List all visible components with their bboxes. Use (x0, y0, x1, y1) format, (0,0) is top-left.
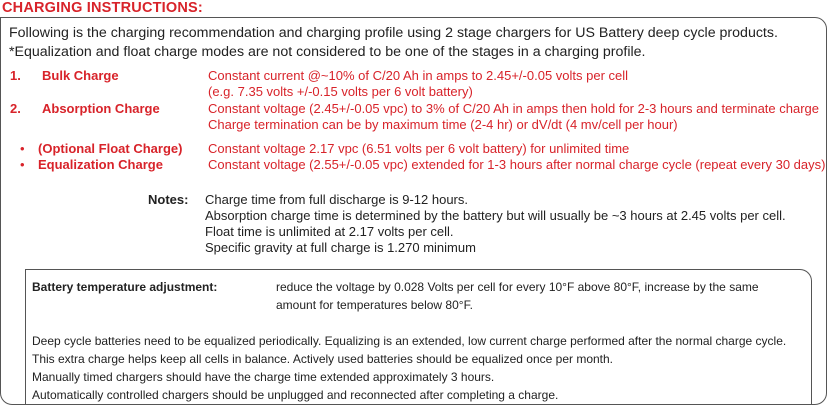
equalization-label: Equalization Charge (38, 157, 163, 172)
intro-line: Following is the charging recommendation and charging profile using 2 stage chargers for US Battery deep cycle products. (9, 25, 778, 41)
float-charge-desc: Constant voltage 2.17 vpc (6.51 volts per 6 volt battery) for unlimited time (208, 141, 630, 156)
step-desc: (e.g. 7.35 volts +/-0.15 volts per 6 volt battery) (208, 84, 473, 99)
note-line: Absorption charge time is determined by the battery but will usually be ~3 hours at 2.45 volts per cell. (205, 208, 786, 223)
temperature-text: reduce the voltage by 0.028 Volts per cell for every 10°F above 80°F, increase by the same (276, 280, 759, 294)
note-line: Specific gravity at full charge is 1.270 minimum (205, 240, 476, 255)
step-desc: Charge termination can be by maximum time (2-4 hr) or dV/dt (4 mv/cell per hour) (208, 117, 678, 132)
note-line: Float time is unlimited at 2.17 volts per cell. (205, 224, 454, 239)
paragraph-line: Manually timed chargers should have the charge time extended approximately 3 hours. (32, 370, 495, 384)
temperature-label: Battery temperature adjustment: (32, 280, 218, 294)
step-label-absorption: Absorption Charge (42, 101, 160, 116)
intro-line: *Equalization and float charge modes are not considered to be one of the stages in a charging profile. (9, 44, 646, 60)
step-number: 1. (10, 68, 21, 83)
notes-label: Notes: (148, 192, 189, 207)
note-line: Charge time from full discharge is 9-12 hours. (205, 192, 469, 207)
equalization-desc: Constant voltage (2.55+/-0.05 vpc) extended for 1-3 hours after normal charge cycle (repeat every 30 days) (208, 157, 826, 172)
paragraph-line: This extra charge helps keep all cells in balance. Actively used batteries should be equalized once per month. (32, 352, 614, 366)
bullet: • (20, 141, 25, 156)
step-number: 2. (10, 101, 21, 116)
page-title: CHARGING INSTRUCTIONS: (2, 0, 203, 16)
step-desc: Constant voltage (2.45+/-0.05 vpc) to 3% of C/20 Ah in amps then hold for 2-3 hours and terminate charge (208, 101, 819, 116)
paragraph-line: Deep cycle batteries need to be equalized periodically. Equalizing is an extended, low current charge performed after the normal charge cycle. (32, 334, 787, 348)
paragraph-line: Automatically controlled chargers should be unplugged and reconnected after completing a charge. (32, 388, 559, 402)
temperature-text: amount for temperatures below 80°F. (276, 298, 473, 312)
step-desc: Constant current @~10% of C/20 Ah in amps to 2.45+/-0.05 volts per cell (208, 68, 629, 83)
float-charge-label: (Optional Float Charge) (38, 141, 183, 156)
step-label-bulk: Bulk Charge (42, 68, 119, 83)
bullet: • (20, 157, 25, 172)
